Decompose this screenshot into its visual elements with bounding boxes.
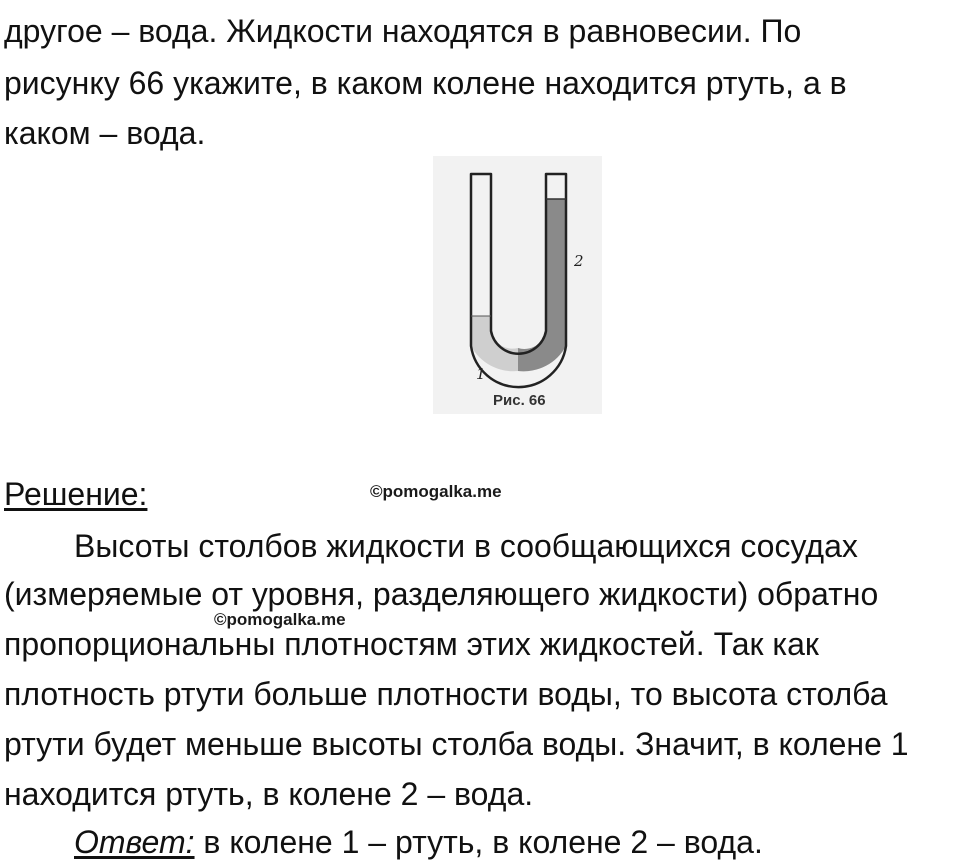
solution-line-5: ртути будет меньше высоты столба воды. Значит, в колене 1 <box>4 726 909 762</box>
solution-line-1: Высоты столбов жидкости в сообщающихся сосудах <box>74 528 858 564</box>
figure-label-2: 2 <box>574 252 584 270</box>
figure-caption: Рис. 66 <box>493 392 546 409</box>
solution-line-2: (измеряемые от уровня, разделяющего жидкости) обратно <box>4 576 879 612</box>
figure-label-1: 1 <box>476 365 486 383</box>
u-tube-diagram <box>433 156 602 414</box>
problem-line-1: другое – вода. Жидкости находятся в равновесии. По <box>4 13 802 49</box>
u-tube-figure <box>433 156 602 414</box>
answer-line <box>74 822 763 862</box>
problem-line-3: каком – вода. <box>4 115 206 151</box>
answer-text: в колене 1 – ртуть, в колене 2 – вода. <box>194 824 763 860</box>
problem-line-2: рисунку 66 укажите, в каком колене находится ртуть, а в <box>4 65 847 101</box>
watermark: ©pomogalka.me <box>370 482 502 501</box>
solution-line-3: пропорциональны плотностям этих жидкостей. Так как <box>4 626 819 662</box>
solution-heading: Решение: <box>4 476 148 512</box>
liquid-column-2 <box>518 199 566 371</box>
solution-line-4: плотность ртути больше плотности воды, то высота столба <box>4 676 888 712</box>
solution-line-6: находится ртуть, в колене 2 – вода. <box>4 776 534 812</box>
watermark: ©pomogalka.me <box>214 610 346 629</box>
answer-label: Ответ: <box>74 824 195 860</box>
